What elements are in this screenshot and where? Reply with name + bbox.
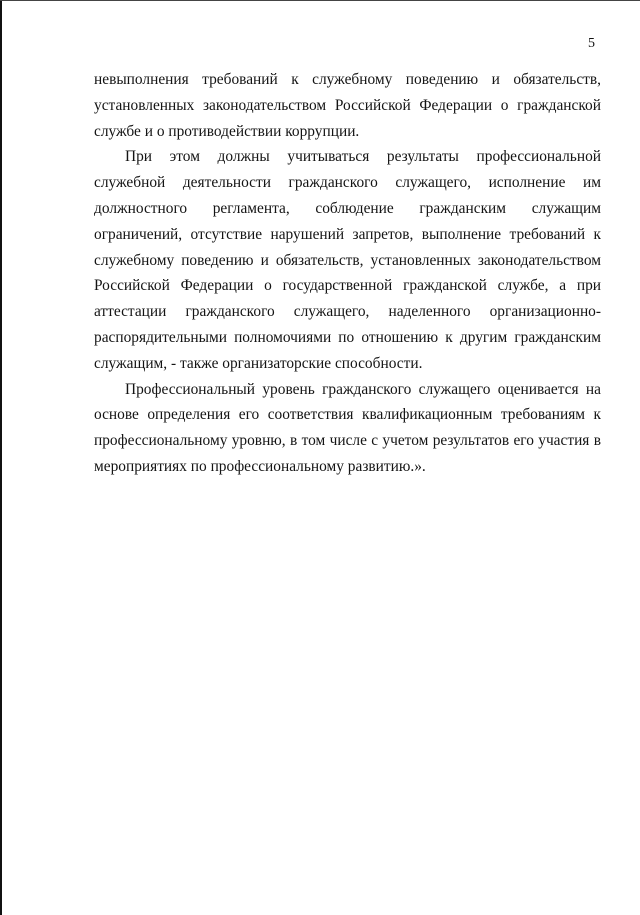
paragraph-2: При этом должны учитываться результаты профессиональной служебной деятельности гражданского служащего, исполнение им должностного регламента, соблюдение гражданским служащим ограничений, отсутствие нарушений запретов, выполнение требований к служебному поведению и обязательств, установленных законодательством Российской Федерации о государственной гражданской службе, а при аттестации гражданского служащего, наделенного организационно-распорядительными полномочиями по отношению к другим гражданским служащим, - также организаторские способности. bbox=[94, 148, 601, 372]
scan-edge-left bbox=[0, 0, 2, 915]
scan-edge-top bbox=[0, 0, 640, 1]
page-number: 5 bbox=[588, 36, 595, 51]
document-body bbox=[94, 67, 601, 480]
paragraph-1: невыполнения требований к служебному поведению и обязательств, установленных законодательством Российской Федерации о гражданской службе и о противодействии коррупции. bbox=[94, 71, 601, 140]
paragraph-3: Профессиональный уровень гражданского служащего оценивается на основе определения его соответствия квалификационным требованиям к профессиональному уровню, в том числе с учетом результатов его участия в мероприятиях по профессиональному развитию.». bbox=[94, 380, 601, 475]
